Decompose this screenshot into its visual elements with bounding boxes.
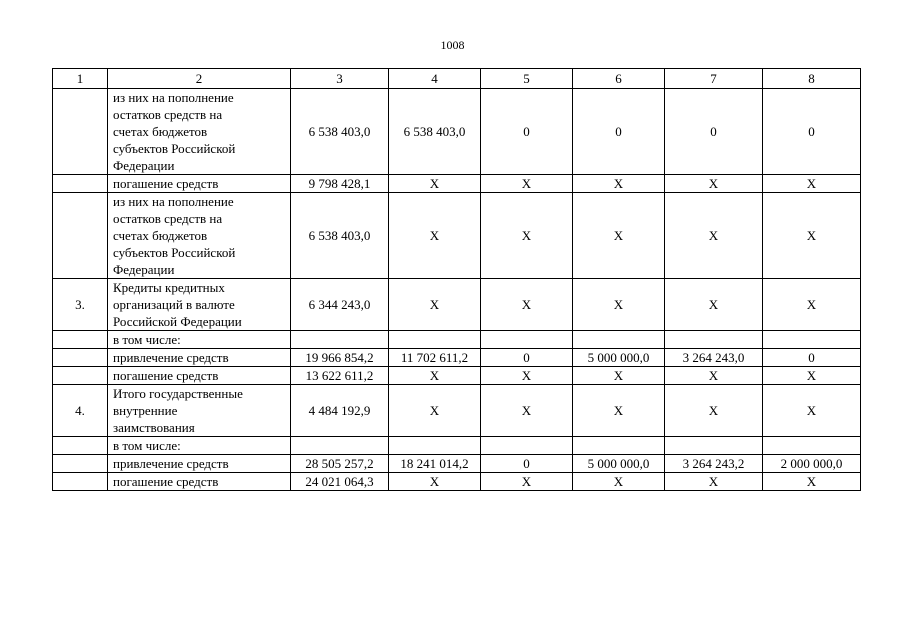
value-cell: 0: [481, 89, 573, 175]
value-cell: Х: [665, 367, 763, 385]
value-cell: Х: [763, 175, 861, 193]
value-cell: Х: [573, 473, 665, 491]
row-number-cell: [53, 367, 108, 385]
row-number-cell: [53, 89, 108, 175]
row-description-cell: [108, 331, 291, 349]
value-cell: Х: [389, 367, 481, 385]
value-cell: [665, 331, 763, 349]
column-header: 7: [665, 69, 763, 89]
description-line: остатков средств на: [113, 107, 223, 122]
value-cell: Х: [481, 175, 573, 193]
table-row: [53, 331, 861, 349]
value-cell: 28 505 257,2: [291, 455, 389, 473]
value-cell: 13 622 611,2: [291, 367, 389, 385]
value-cell: [763, 437, 861, 455]
description-line: погашение средств: [113, 368, 219, 383]
description-line: субъектов Российской: [113, 245, 236, 260]
table-row: [53, 385, 861, 437]
description-line: привлечение средств: [113, 350, 229, 365]
table-row: [53, 367, 861, 385]
borrowing-table: [52, 68, 861, 491]
row-number-cell: [53, 455, 108, 473]
value-cell: Х: [665, 385, 763, 437]
column-header: 3: [291, 69, 389, 89]
value-cell: Х: [763, 279, 861, 331]
value-cell: [763, 331, 861, 349]
value-cell: Х: [481, 385, 573, 437]
value-cell: [389, 331, 481, 349]
value-cell: Х: [763, 385, 861, 437]
table-row: [53, 349, 861, 367]
column-header: 8: [763, 69, 861, 89]
value-cell: Х: [573, 385, 665, 437]
column-header: 2: [108, 69, 291, 89]
value-cell: 0: [763, 89, 861, 175]
column-header: 5: [481, 69, 573, 89]
value-cell: 11 702 611,2: [389, 349, 481, 367]
value-cell: Х: [389, 473, 481, 491]
page-number: 1008: [440, 38, 465, 52]
row-number-cell: [53, 175, 108, 193]
value-cell: 6 538 403,0: [291, 193, 389, 279]
value-cell: 5 000 000,0: [573, 455, 665, 473]
description-line: Федерации: [113, 262, 175, 277]
value-cell: [291, 331, 389, 349]
value-cell: Х: [665, 193, 763, 279]
description-line: из них на пополнение: [113, 90, 234, 105]
value-cell: Х: [481, 279, 573, 331]
value-cell: 19 966 854,2: [291, 349, 389, 367]
value-cell: 2 000 000,0: [763, 455, 861, 473]
row-description-cell: [108, 455, 291, 473]
value-cell: 4 484 192,9: [291, 385, 389, 437]
value-cell: [389, 437, 481, 455]
value-cell: Х: [573, 193, 665, 279]
value-cell: 0: [481, 455, 573, 473]
row-description-cell: [108, 473, 291, 491]
value-cell: Х: [389, 175, 481, 193]
row-number-cell: [53, 193, 108, 279]
value-cell: Х: [763, 367, 861, 385]
value-cell: Х: [481, 367, 573, 385]
row-description-cell: [108, 175, 291, 193]
description-line: Кредиты кредитных: [113, 280, 225, 295]
value-cell: 5 000 000,0: [573, 349, 665, 367]
description-line: погашение средств: [113, 474, 219, 489]
description-line: счетах бюджетов: [113, 124, 208, 139]
value-cell: Х: [481, 193, 573, 279]
value-cell: Х: [665, 175, 763, 193]
description-line: внутренние: [113, 403, 178, 418]
header-row: [53, 69, 861, 89]
value-cell: 9 798 428,1: [291, 175, 389, 193]
table-row: [53, 193, 861, 279]
row-number-cell: [53, 473, 108, 491]
row-description-cell: [108, 193, 291, 279]
value-cell: 3 264 243,0: [665, 349, 763, 367]
value-cell: 24 021 064,3: [291, 473, 389, 491]
value-cell: [573, 437, 665, 455]
value-cell: [665, 437, 763, 455]
description-line: организаций в валюте: [113, 297, 235, 312]
value-cell: 3 264 243,2: [665, 455, 763, 473]
table-row: [53, 473, 861, 491]
value-cell: [291, 437, 389, 455]
value-cell: 18 241 014,2: [389, 455, 481, 473]
value-cell: Х: [763, 473, 861, 491]
row-number-cell: 4.: [53, 385, 108, 437]
description-line: счетах бюджетов: [113, 228, 208, 243]
value-cell: 0: [763, 349, 861, 367]
column-header: 6: [573, 69, 665, 89]
value-cell: Х: [481, 473, 573, 491]
description-line: в том числе:: [113, 332, 181, 347]
row-description-cell: [108, 349, 291, 367]
value-cell: [481, 331, 573, 349]
value-cell: 6 538 403,0: [389, 89, 481, 175]
column-header: 4: [389, 69, 481, 89]
value-cell: 0: [573, 89, 665, 175]
description-line: Российской Федерации: [113, 314, 242, 329]
value-cell: Х: [389, 193, 481, 279]
row-description-cell: [108, 89, 291, 175]
table-body: [53, 69, 861, 491]
column-header: 1: [53, 69, 108, 89]
description-line: субъектов Российской: [113, 141, 236, 156]
description-line: в том числе:: [113, 438, 181, 453]
row-description-cell: [108, 437, 291, 455]
value-cell: Х: [763, 193, 861, 279]
table-row: [53, 279, 861, 331]
table-row: [53, 455, 861, 473]
value-cell: Х: [573, 279, 665, 331]
value-cell: 0: [665, 89, 763, 175]
description-line: привлечение средств: [113, 456, 229, 471]
description-line: Итого государственные: [113, 386, 243, 401]
value-cell: [573, 331, 665, 349]
row-description-cell: [108, 385, 291, 437]
value-cell: [481, 437, 573, 455]
table-row: [53, 175, 861, 193]
table-row: [53, 89, 861, 175]
row-number-cell: 3.: [53, 279, 108, 331]
description-line: заимствования: [113, 420, 195, 435]
value-cell: 0: [481, 349, 573, 367]
row-number-cell: [53, 437, 108, 455]
value-cell: Х: [665, 279, 763, 331]
row-number-cell: [53, 349, 108, 367]
value-cell: Х: [665, 473, 763, 491]
description-line: из них на пополнение: [113, 194, 234, 209]
value-cell: Х: [389, 279, 481, 331]
description-line: погашение средств: [113, 176, 219, 191]
description-line: Федерации: [113, 158, 175, 173]
row-description-cell: [108, 279, 291, 331]
table-row: [53, 437, 861, 455]
value-cell: 6 344 243,0: [291, 279, 389, 331]
row-number-cell: [53, 331, 108, 349]
value-cell: Х: [573, 175, 665, 193]
description-line: остатков средств на: [113, 211, 223, 226]
value-cell: Х: [389, 385, 481, 437]
value-cell: Х: [573, 367, 665, 385]
value-cell: 6 538 403,0: [291, 89, 389, 175]
row-description-cell: [108, 367, 291, 385]
